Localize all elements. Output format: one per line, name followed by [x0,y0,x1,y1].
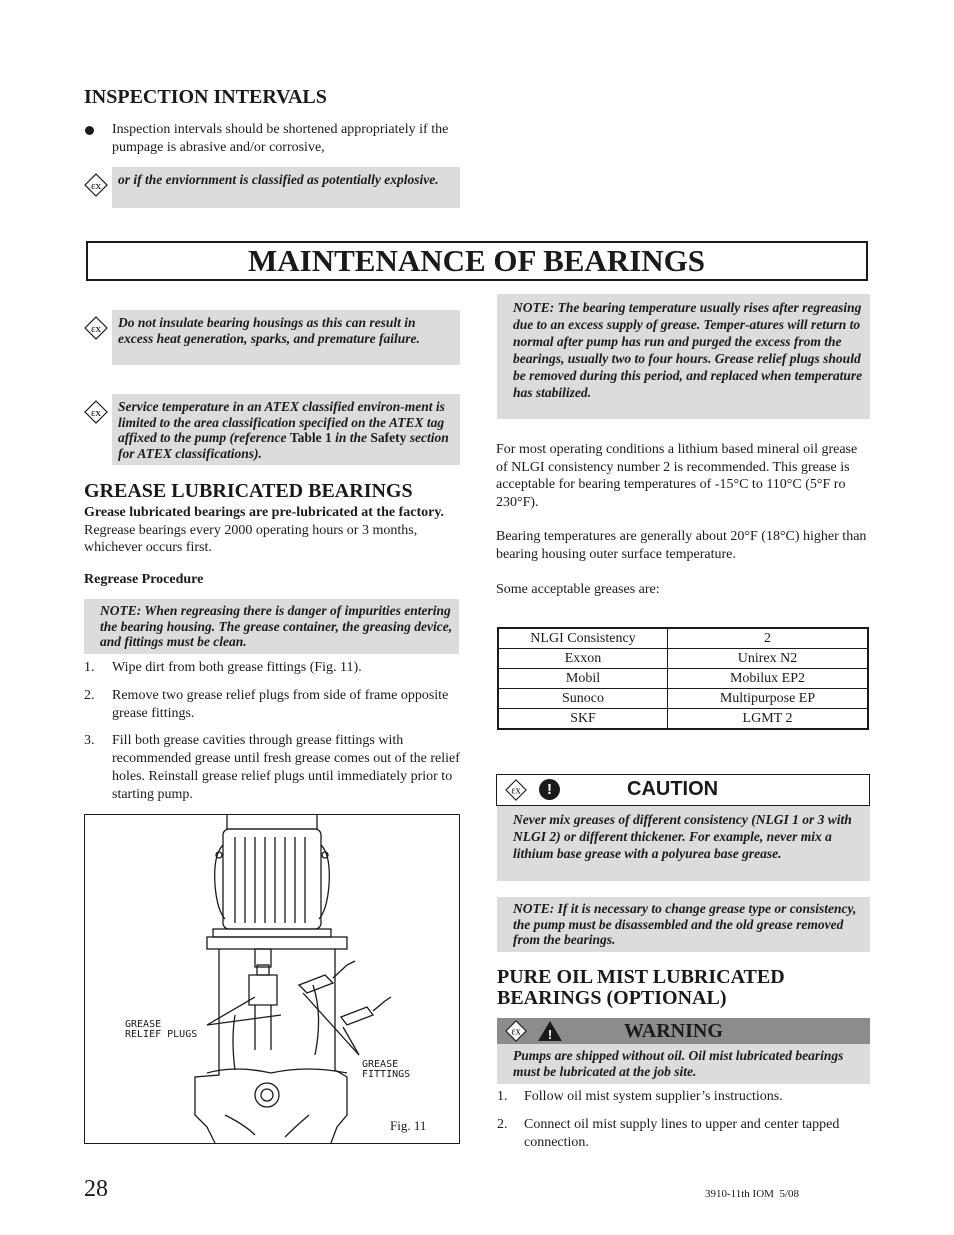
list-item-number: 2. [497,1117,508,1132]
pump-bearing-drawing [85,815,459,1143]
table-row [498,628,868,649]
ex-note-service-temp [112,394,460,465]
svg-text:ɛx: ɛx [90,407,102,419]
table-cell: Sunoco [498,689,668,709]
ex-note-service-temp-text [118,399,454,461]
ex-atex-icon [84,316,108,340]
table-cell: LGMT 2 [668,709,869,730]
list-item-text: Follow oil mist system supplier’s instructions. [524,1089,783,1104]
exclamation-icon [537,1020,563,1042]
ex-note-part2: Table 1 [289,430,332,445]
list-item-number: 2. [84,688,95,703]
warning-header [497,1018,870,1044]
table-cell: Unirex N2 [668,649,869,669]
regrease-note-text: NOTE: When regreasing there is danger of impurities entering the bearing housing. The grease container, the greasing device, and fittings must be clean. [100,603,453,649]
ex-atex-icon [505,779,527,801]
table-row [498,689,868,709]
page-number: 28 [84,1176,108,1202]
warning-title: WARNING [624,1020,723,1042]
list-item-text: Wipe dirt from both grease fittings (Fig. 11). [112,660,362,675]
list-item-number: 3. [84,733,95,748]
caution-body [497,806,870,881]
ex-note-part4: Safety [370,430,407,445]
page-title: MAINTENANCE OF BEARINGS [248,243,706,278]
grease-intro-text: Regrease bearings every 2000 operating hours or 3 months, whichever occurs first. [84,522,418,555]
grease-heading: GREASE LUBRICATED BEARINGS [84,480,413,502]
warning-text: Pumps are shipped without oil. Oil mist lubricated bearings must be lubricated at the job site. [513,1048,844,1079]
table-cell: Mobilux EP2 [668,669,869,689]
list-item-text: Connect oil mist supply lines to upper and center tapped connection. [524,1117,840,1150]
caution-title: CAUTION [627,778,719,800]
ex-note-part3: in the [331,430,371,445]
table-cell: Exxon [498,649,668,669]
oil-mist-heading-line2: BEARINGS (OPTIONAL) [497,987,727,1009]
doc-reference: 3910-11th IOM 5/08 [705,1188,800,1200]
table-cell: 2 [668,628,869,649]
change-grease-note [497,897,870,952]
label-relief-2: RELIEF PLUGS [125,1029,198,1040]
change-grease-note-text: NOTE: If it is necessary to change grease type or consistency, the pump must be disassembled and the old grease removed from the bearings. [513,901,857,947]
inspection-heading: INSPECTION INTERVALS [84,86,327,108]
label-fittings-2: FITTINGS [362,1069,411,1080]
ex-note-insulate [112,310,460,365]
table-cell: Multipurpose EP [668,689,869,709]
list-item [497,1088,870,1106]
oil-mist-heading-line1: PURE OIL MIST LUBRICATED [497,966,785,988]
list-item [84,687,460,723]
inspection-ex-note-text: or if the enviornment is classified as potentially explosive. [118,172,439,187]
list-item-text: Remove two grease relief plugs from side of frame opposite grease fittings. [112,688,449,721]
list-item-number: 1. [497,1089,508,1104]
grease-recommendation: For most operating conditions a lithium based mineral oil grease of NLGI consistency number 2 is recommended. This grease is acceptable for bearing temperatures of -15°C to 110°C (5°F ro 230°F). [496,442,858,510]
temperature-note-text: NOTE: The bearing temperature usually rises after regreasing due to an excess supply of grease. Temper-atures will return to normal after pump has run and purged the excess from the bearings, usually two to four hours. Grease relief plugs should be removed during this period, and replaced when temperature has stabilized. [513,300,863,400]
table-row [498,649,868,669]
list-item [84,659,460,677]
bearing-temp-text: Bearing temperatures are generally about 20°F (18°C) higher than bearing housing outer surface temperature. [496,529,867,562]
ex-note-part1: Service temperature in an ATEX classified environ-ment is limited to the area classification specified on the ATEX tag affixed to the pump (reference [118,399,445,445]
caution-text: Never mix greases of different consistency (NLGI 1 or 3 with NLGI 2) or different thickener. For example, never mix a lithium base grease with a polyurea base grease. [513,812,852,861]
figure-caption: Fig. 11 [390,1118,427,1133]
regrease-note [84,599,459,654]
section-banner [86,241,868,281]
ex-atex-icon [84,400,108,424]
table-cell: Mobil [498,669,668,689]
ex-atex-icon [84,173,108,197]
ex-note-part5: section for ATEX classifications). [118,430,449,461]
table-row [498,669,868,689]
svg-text:ɛx: ɛx [511,1026,521,1038]
caution-header [496,774,870,806]
list-item [497,1116,870,1152]
label-relief-1: GREASE [125,1019,162,1030]
figure-11 [84,814,460,1144]
label-fittings-1: GREASE [362,1059,399,1070]
ex-note-insulate-text: Do not insulate bearing housings as this can result in excess heat generation, sparks, and premature failure. [118,315,420,346]
temperature-note [497,294,870,419]
inspection-bullet-text: Inspection intervals should be shortened appropriately if the pumpage is abrasive and/or corrosive, [112,122,449,155]
svg-text:ɛx: ɛx [511,785,521,797]
table-cell: NLGI Consistency [498,628,668,649]
table-row [498,709,868,730]
warning-body [497,1044,870,1084]
list-item-text: Fill both grease cavities through grease fittings with recommended grease until fresh grease comes out of the relief holes. Reinstall grease relief plugs until immediately prior to starting pump. [112,733,460,802]
list-item-number: 1. [84,660,95,675]
grease-intro [84,504,460,557]
svg-text:!: ! [547,1027,553,1042]
acceptable-greases-text: Some acceptable greases are: [496,582,660,597]
svg-text:ɛx: ɛx [90,180,102,192]
list-item [84,732,460,804]
oil-mist-heading [497,967,785,1009]
inspection-ex-note [112,167,460,208]
grease-intro-bold: Grease lubricated bearings are pre-lubricated at the factory. [84,505,445,520]
svg-text:ɛx: ɛx [90,323,102,335]
table-cell: SKF [498,709,668,730]
ex-atex-icon [505,1020,527,1042]
regrease-heading: Regrease Procedure [84,572,204,587]
grease-table [497,627,869,730]
exclamation-icon: ! [539,779,560,800]
bullet-icon [85,126,94,135]
